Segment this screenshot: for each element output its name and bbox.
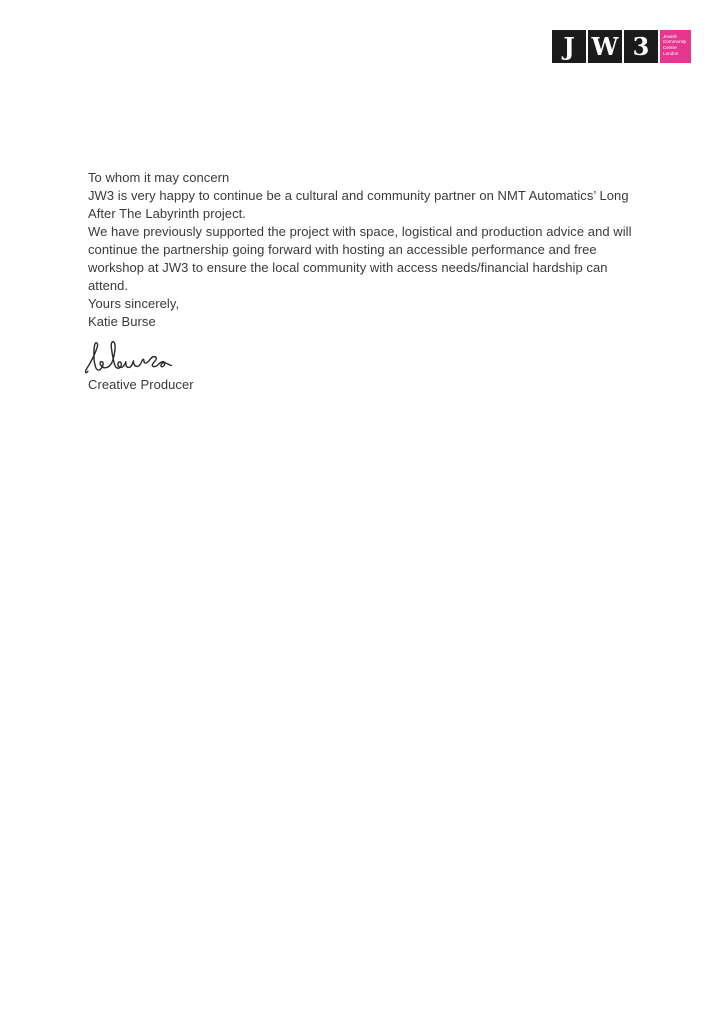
- jw3-logo: [552, 30, 691, 63]
- logo-tagline-box: [660, 30, 691, 63]
- signatory-title: Creative Producer: [88, 377, 194, 392]
- signature: [85, 338, 634, 376]
- logo-tagline-line: Centre: [663, 45, 677, 51]
- paragraph-line: continue the partnership going forward with hosting an accessible performance and free: [88, 242, 597, 257]
- signature-stroke: [85, 338, 180, 376]
- paragraph-line: workshop at JW3 to ensure the local community with access needs/financial hardship can: [88, 260, 608, 275]
- letter-closing: Yours sincerely,: [88, 296, 180, 311]
- letter-greeting: To whom it may concern: [88, 170, 230, 185]
- logo-letter-j: J: [552, 30, 586, 63]
- letter-body: [88, 169, 634, 394]
- logo-tagline-line: Jewish: [663, 33, 678, 39]
- paragraph-line: attend.: [88, 278, 129, 293]
- paragraph-line: JW3 is very happy to continue be a cultural and community partner on NMT Automatics’ Long: [88, 188, 629, 203]
- letter-paragraph: [88, 223, 634, 295]
- signatory-name: Katie Burse: [88, 314, 156, 329]
- paragraph-line: We have previously supported the project with space, logistical and production advice and will: [88, 224, 632, 239]
- logo-letter-w: W: [588, 30, 622, 63]
- logo-letter-3: 3: [624, 30, 658, 63]
- letter-paragraph: [88, 187, 634, 223]
- paragraph-line: After The Labyrinth project.: [88, 206, 246, 221]
- logo-tagline-line: London: [663, 51, 679, 57]
- logo-tagline-line: Community: [663, 39, 687, 45]
